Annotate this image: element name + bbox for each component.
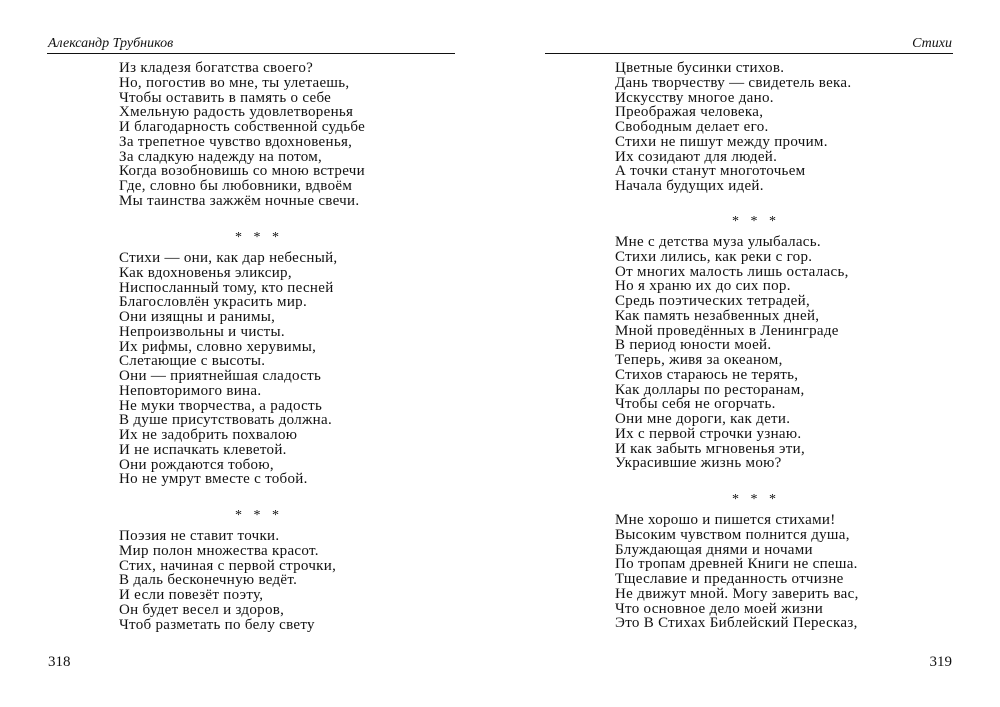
poem-line: Цветные бусинки стихов.	[615, 60, 785, 76]
poem-line: Стихов стараюсь не терять,	[615, 366, 799, 383]
poem-line: Их с первой строчки узнаю.	[615, 425, 802, 442]
poem-line: А точки станут многоточьем	[615, 163, 806, 180]
poem-line: Преображая человека,	[615, 104, 764, 121]
poem-line: Их созидают для людей.	[615, 148, 778, 165]
poem-line: За трепетное чувство вдохновенья,	[119, 133, 353, 150]
poem-line: По тропам древней Книги не спеша.	[615, 556, 858, 573]
poem-line: Чтобы себя не огорчать.	[615, 396, 776, 413]
poem-line: Средь поэтических тетрадей,	[615, 293, 810, 309]
poem-line: Мир полон множества красот.	[119, 542, 319, 559]
poem-line: Стихи не пишут между прочим.	[615, 133, 828, 150]
poem-line: От многих малость лишь осталась,	[615, 263, 849, 280]
header-rule	[47, 53, 455, 54]
page-number: 319	[929, 654, 952, 670]
poem-line: Украсившие жизнь мою?	[615, 455, 782, 472]
poem-line: Мной проведённых в Ленинграде	[615, 322, 839, 339]
poem-line: Когда возобновишь со мною встречи	[119, 163, 365, 180]
right-page	[500, 0, 1000, 707]
poem-line: Чтобы оставить в память о себе	[119, 89, 332, 106]
poem-line: Как память незабвенных дней,	[615, 307, 820, 324]
poem-line: Благословлён украсить мир.	[119, 294, 308, 311]
poem-line: Стихи лились, как реки с гор.	[615, 248, 813, 265]
poem-line: Он будет весел и здоров,	[119, 601, 285, 618]
poem-line: Начала будущих идей.	[615, 178, 764, 194]
poem-line: Но не умрут вместе с тобой.	[119, 471, 308, 488]
poem-line: Из кладезя богатства своего?	[119, 60, 314, 76]
header-rule	[545, 53, 953, 54]
stanza-separator: * * *	[235, 508, 283, 523]
running-head-author: Александр Трубников	[48, 36, 174, 51]
page-number: 318	[48, 654, 71, 670]
poem-line: Они изящны и ранимы,	[119, 309, 276, 325]
poem-line: Это В Стихах Библейский Пересказ,	[615, 615, 858, 632]
poem-line: Мне с детства муза улыбалась.	[615, 234, 821, 250]
poem-line: Они — приятнейшая сладость	[119, 368, 322, 384]
poem-line: За сладкую надежду на потом,	[119, 148, 323, 165]
poem-stanza	[119, 251, 337, 487]
poem-line: Но, погостив во мне, ты улетаешь,	[119, 74, 350, 91]
poem-line: И если повезёт поэту,	[119, 587, 264, 603]
poem-line: Теперь, живя за океаном,	[615, 352, 783, 368]
poem-line: Искусству многое дано.	[615, 89, 774, 106]
poem-line: Дань творчеству — свидетель века.	[615, 74, 852, 91]
poem-line: В период юности моей.	[615, 337, 772, 354]
poem-line: Блуждающая днями и ночами	[615, 541, 813, 558]
poem-line: Как вдохновенья эликсир,	[119, 264, 292, 281]
running-head-title: Стихи	[912, 36, 952, 51]
poem-line: Не муки творчества, а радость	[119, 397, 323, 414]
poem-line: В душе присутствовать должна.	[119, 412, 333, 429]
poem-line: Мы таинства зажжём ночные свечи.	[119, 192, 360, 209]
poem-line: Их не задобрить похвалою	[119, 427, 298, 443]
poem-line: Стих, начиная с первой строчки,	[119, 557, 337, 574]
poem-line: Поэзия не ставит точки.	[119, 528, 280, 544]
poem-line: Где, словно бы любовники, вдвоём	[119, 178, 353, 194]
poem-line: Их рифмы, словно херувимы,	[119, 338, 317, 355]
stanza-separator: * * *	[732, 214, 780, 229]
poem-stanza	[119, 529, 336, 632]
poem-line: Высоким чувством полнится душа,	[615, 526, 850, 543]
poem-stanza	[615, 513, 859, 631]
poem-stanza	[119, 61, 365, 209]
poem-stanza	[615, 235, 849, 471]
stanza-separator: * * *	[732, 492, 780, 507]
poem-line: Хмельную радость удовлетворенья	[119, 104, 354, 121]
poem-line: Свободным делает его.	[615, 119, 769, 135]
stanza-separator: * * *	[235, 230, 283, 245]
poem-line: Как доллары по ресторанам,	[615, 381, 805, 398]
poem-line: Неповторимого вина.	[119, 382, 262, 399]
poem-line: И как забыть мгновенья эти,	[615, 440, 805, 457]
poem-line: И не испачкать клеветой.	[119, 441, 287, 458]
poem-line: Не движут мной. Могу заверить вас,	[615, 585, 859, 602]
poem-line: Чтоб разметать по белу свету	[119, 616, 315, 633]
poem-line: Они рождаются тобою,	[119, 456, 274, 473]
poem-line: Ниспосланный тому, кто песней	[119, 279, 334, 296]
poem-stanza	[615, 61, 851, 194]
poem-line: Они мне дороги, как дети.	[615, 411, 791, 427]
poem-line: В даль бесконечную ведёт.	[119, 572, 298, 589]
poem-line: Слетающие с высоты.	[119, 353, 266, 370]
poem-line: Тщеславие и преданность отчизне	[615, 571, 844, 587]
poem-line: Непроизвольны и чисты.	[119, 323, 285, 340]
poem-line: Что основное дело моей жизни	[615, 600, 824, 617]
poem-line: И благодарность собственной судьбе	[119, 119, 366, 135]
poem-line: Мне хорошо и пишется стихами!	[615, 512, 836, 528]
poem-line: Но я храню их до сих пор.	[615, 278, 791, 295]
poem-line: Стихи — они, как дар небесный,	[119, 250, 338, 266]
